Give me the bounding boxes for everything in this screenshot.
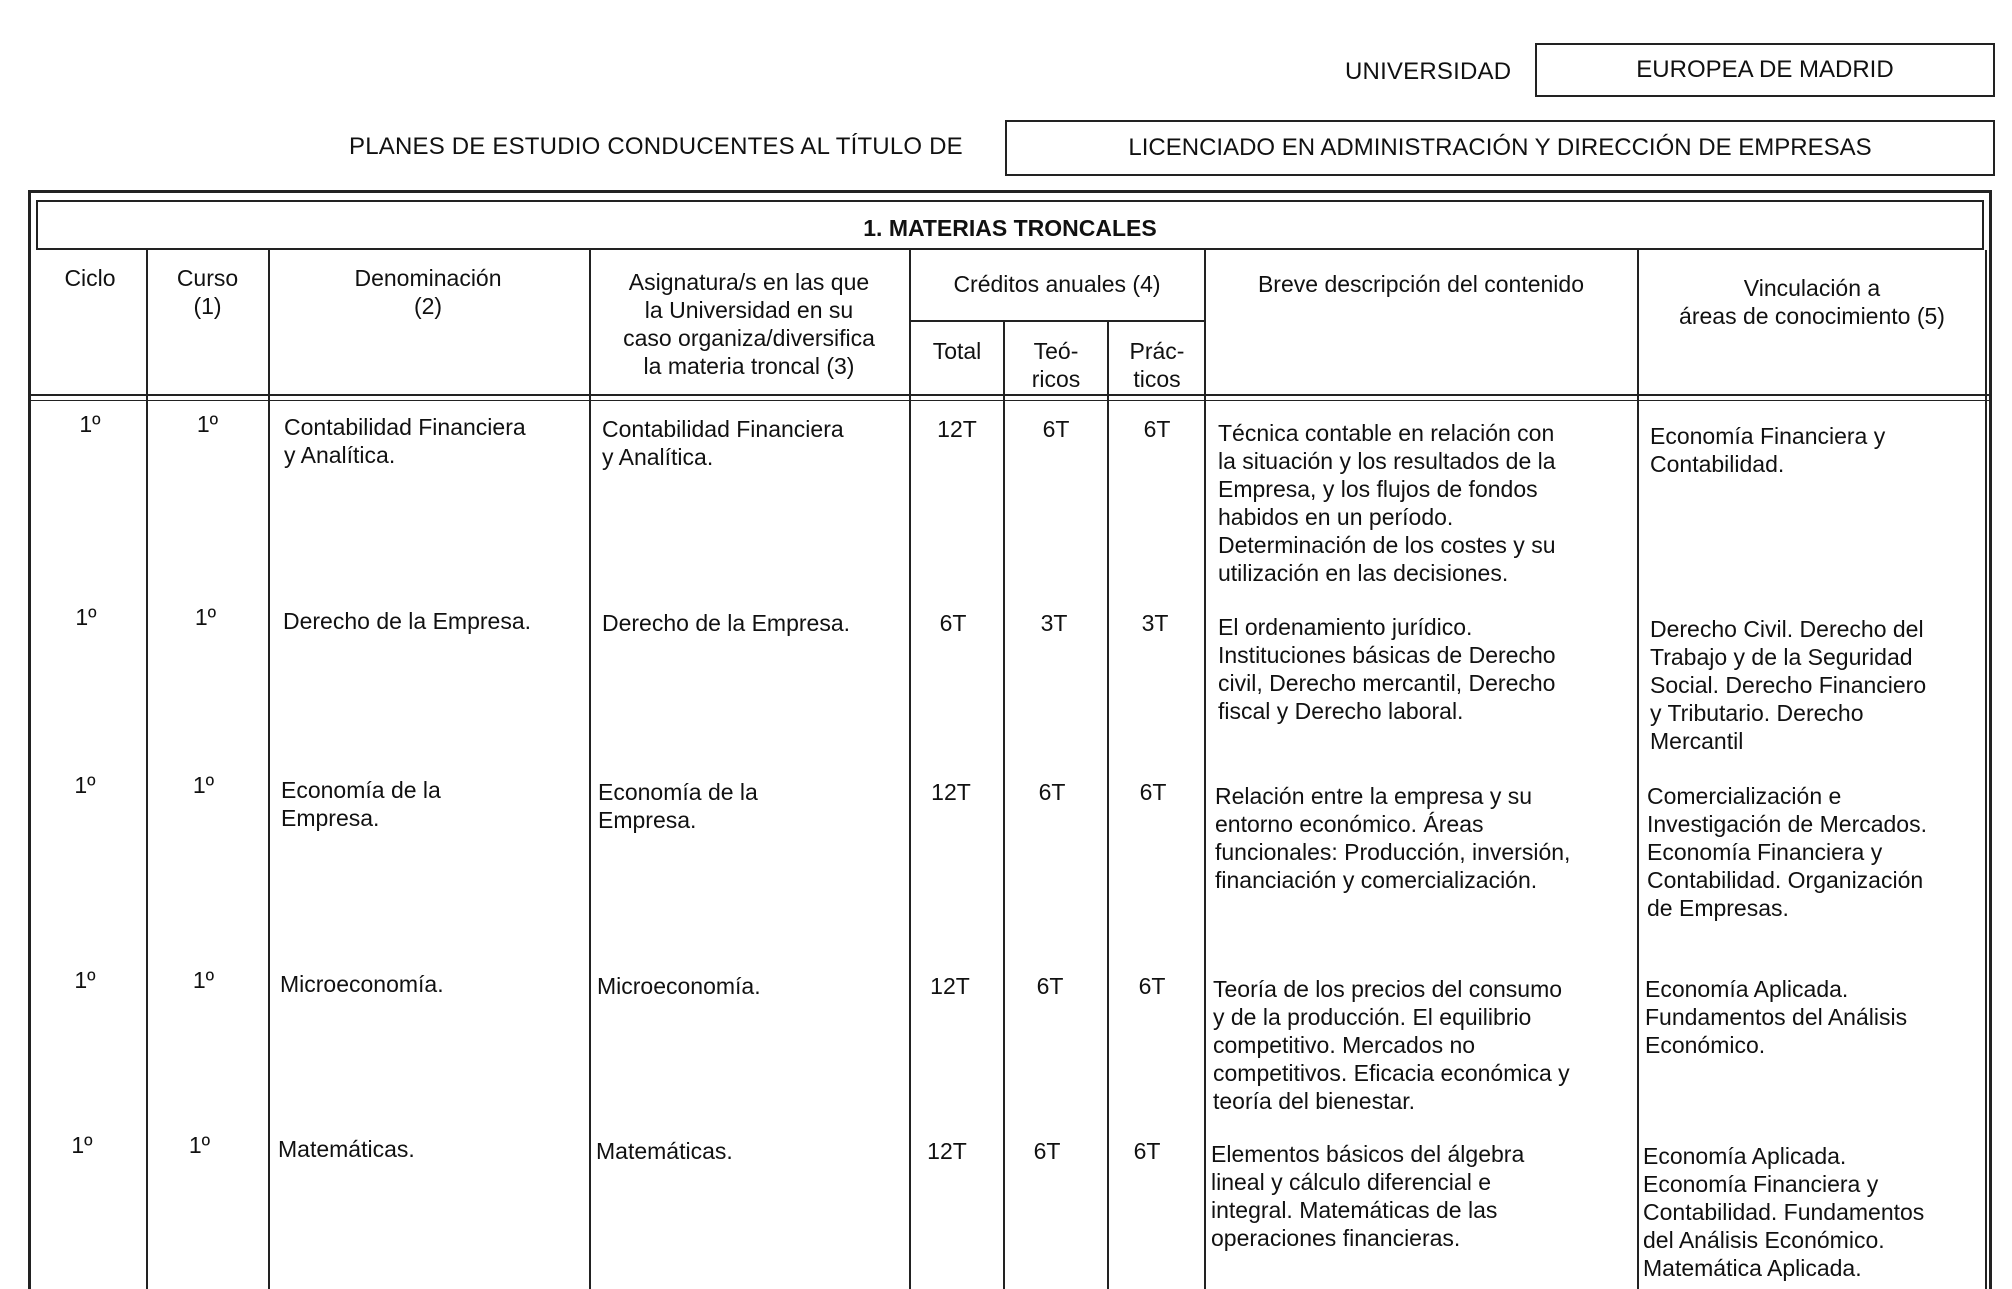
- table-row-curso: 1º: [196, 411, 219, 437]
- column-divider: [589, 250, 591, 1289]
- table-row-teoricos: 6T: [1033, 1138, 1061, 1164]
- table-row-practicos: 6T: [1138, 973, 1166, 999]
- col-header-ciclo: Ciclo: [64, 265, 116, 291]
- table-row-total: 12T: [937, 416, 977, 442]
- col-header-denominacion: Denominación (2): [354, 265, 502, 319]
- column-divider: [1637, 250, 1639, 1289]
- table-row-teoricos: 6T: [1036, 973, 1064, 999]
- table-row-teoricos: 6T: [1042, 416, 1070, 442]
- table-row-descripcion: El ordenamiento jurídico. Instituciones básicas de Derecho civil, Derecho mercantil, Derecho fiscal y Derecho laboral.: [1218, 614, 1556, 724]
- table-row-denominacion: Microeconomía.: [280, 971, 444, 997]
- table-row-practicos: 6T: [1143, 416, 1171, 442]
- table-row-total: 12T: [930, 973, 970, 999]
- table-row-denominacion: Matemáticas.: [278, 1136, 415, 1162]
- university-label: UNIVERSIDAD: [1345, 58, 1512, 85]
- table-row-asignatura: Economía de la Empresa.: [598, 779, 758, 833]
- table-row-total: 12T: [931, 779, 971, 805]
- table-row-ciclo: 1º: [75, 604, 97, 630]
- table-row-descripcion: Teoría de los precios del consumo y de la producción. El equilibrio competitivo. Mercados no competitivos. Eficacia económica y teoría del bienestar.: [1213, 976, 1570, 1114]
- col-header-practicos: Prác- ticos: [1129, 338, 1185, 392]
- table-title: 1. MATERIAS TRONCALES: [36, 200, 1984, 250]
- column-divider: [268, 250, 270, 1289]
- table-row-asignatura: Derecho de la Empresa.: [602, 610, 851, 636]
- table-row-curso: 1º: [188, 1132, 211, 1158]
- col-header-vinculacion: Vinculación a áreas de conocimiento (5): [1679, 275, 1945, 329]
- table-row-ciclo: 1º: [71, 1132, 93, 1158]
- table-row-asignatura: Matemáticas.: [596, 1138, 733, 1164]
- table-row-total: 6T: [939, 610, 967, 636]
- credits-header-divider: [909, 320, 1205, 322]
- header-bottom-rule: [31, 394, 1989, 396]
- header-bottom-rule-inner: [31, 400, 1989, 401]
- table-row-practicos: 6T: [1139, 779, 1167, 805]
- university-value-box: EUROPEA DE MADRID: [1535, 43, 1995, 97]
- table-row-asignatura: Microeconomía.: [597, 973, 761, 999]
- col-header-teoricos: Teó- ricos: [1031, 338, 1081, 392]
- table-row-curso: 1º: [192, 772, 215, 798]
- table-row-vinculacion: Derecho Civil. Derecho del Trabajo y de la Seguridad Social. Derecho Financiero y Tributario. Derecho Mercantil: [1650, 616, 1927, 754]
- col-header-curso: Curso (1): [176, 265, 239, 319]
- table-row-vinculacion: Economía Aplicada. Fundamentos del Análisis Económico.: [1645, 976, 1908, 1058]
- table-row-practicos: 6T: [1133, 1138, 1161, 1164]
- column-divider: [1204, 250, 1206, 1289]
- degree-title-box: LICENCIADO EN ADMINISTRACIÓN Y DIRECCIÓN DE EMPRESAS: [1005, 120, 1995, 176]
- table-row-denominacion: Economía de la Empresa.: [281, 777, 441, 831]
- table-row-asignatura: Contabilidad Financiera y Analítica.: [602, 416, 844, 470]
- col-header-asignatura: Asignatura/s en las que la Universidad en su caso organiza/diversifica la materia troncal (3): [623, 269, 875, 379]
- table-row-ciclo: 1º: [74, 772, 96, 798]
- table-row-denominacion: Contabilidad Financiera y Analítica.: [284, 414, 526, 468]
- col-header-descripcion: Breve descripción del contenido: [1257, 271, 1585, 297]
- table-row-vinculacion: Economía Financiera y Contabilidad.: [1650, 423, 1886, 477]
- degree-plan-label: PLANES DE ESTUDIO CONDUCENTES AL TÍTULO DE: [349, 133, 963, 160]
- table-row-total: 12T: [927, 1138, 967, 1164]
- table-row-teoricos: 3T: [1040, 610, 1068, 636]
- table-row-curso: 1º: [194, 604, 217, 630]
- column-divider: [1985, 250, 1987, 1289]
- table-row-ciclo: 1º: [79, 411, 101, 437]
- table-row-practicos: 3T: [1141, 610, 1169, 636]
- col-header-total: Total: [932, 338, 982, 364]
- table-row-ciclo: 1º: [74, 967, 96, 993]
- table-row-descripcion: Técnica contable en relación con la situación y los resultados de la Empresa, y los flujos de fondos habidos en un período. Determinación de los costes y su utilización en las decisiones.: [1218, 420, 1556, 586]
- col-header-creditos: Créditos anuales (4): [953, 271, 1161, 297]
- column-divider: [909, 250, 911, 1289]
- table-row-vinculacion: Economía Aplicada. Economía Financiera y Contabilidad. Fundamentos del Análisis Económico. Matemática Aplicada.: [1643, 1143, 1925, 1281]
- table-row-descripcion: Elementos básicos del álgebra lineal y cálculo diferencial e integral. Matemáticas de las operaciones financieras.: [1211, 1141, 1525, 1251]
- table-row-vinculacion: Comercialización e Investigación de Mercados. Economía Financiera y Contabilidad. Organización de Empresas.: [1647, 783, 1927, 921]
- table-row-teoricos: 6T: [1038, 779, 1066, 805]
- table-row-descripcion: Relación entre la empresa y su entorno económico. Áreas funcionales: Producción, inversión, financiación y comercialización.: [1215, 783, 1571, 893]
- table-row-curso: 1º: [192, 967, 215, 993]
- table-row-denominacion: Derecho de la Empresa.: [283, 608, 532, 634]
